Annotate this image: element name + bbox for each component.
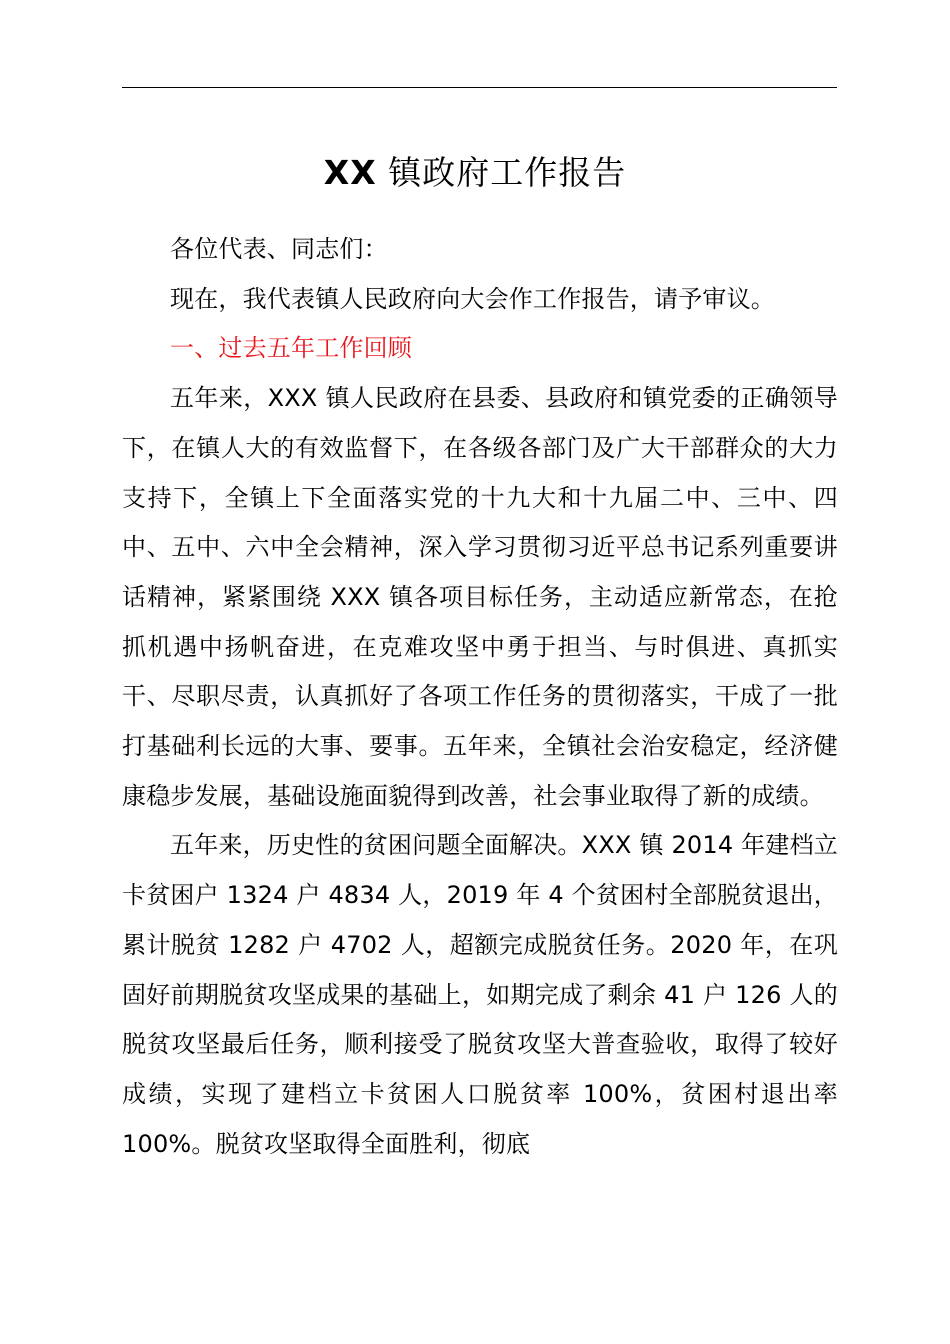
salutation: 各位代表、同志们： — [170, 235, 388, 263]
paragraph-1: 五年来，XXX 镇人民政府在县委、县政府和镇党委的正确领导下，在镇人大的有效监督下，在各级各部门及广大干部群众的大力支持下，全镇上下全面落实党的十九大和十九届二中、三中、四中、五中、六中全会精神，深入学习贯彻习近平总书记系列重要讲话精神，紧紧围绕 XXX 镇各项目标任务，主动适应新常态，在抢抓机遇中扬帆奋进，在克难攻坚中勇于担当、与时俱进、真抓实干、尽职尽责，认真抓好了各项工作任务的贯彻落实，干成了一批打基础利长远的大事、要事。五年来，全镇社会治安稳定，经济健康稳步发展，基础设施面貌得到改善，社会事业取得了新的成绩。 — [122, 384, 838, 810]
title-text: 镇政府工作报告 — [388, 153, 627, 192]
intro-paragraph: 现在，我代表镇人民政府向大会作工作报告，请予审议。 — [170, 284, 775, 313]
header-rule — [122, 87, 837, 88]
title-prefix: XX — [323, 153, 377, 192]
page-title — [0, 148, 950, 198]
section-heading: 一、过去五年工作回顾 — [170, 334, 412, 363]
paragraph-2: 五年来，历史性的贫困问题全面解决。XXX 镇 2014 年建档立卡贫困户 1324 户 4834 人，2019 年 4 个贫困村全部脱贫退出，累计脱贫 1282 户 4702 人，超额完成脱贫任务。2020 年，在巩固好前期脱贫攻坚成果的基础上，如期完成了剩余 41 户 126 人的脱贫攻坚最后任务，顺利接受了脱贫攻坚大普查验收，取得了较好成绩，实现了建档立卡贫困人口脱贫率 100%，贫困村退出率 100%。脱贫攻坚取得全面胜利，彻底 — [122, 831, 838, 1158]
document-body — [122, 225, 838, 1169]
